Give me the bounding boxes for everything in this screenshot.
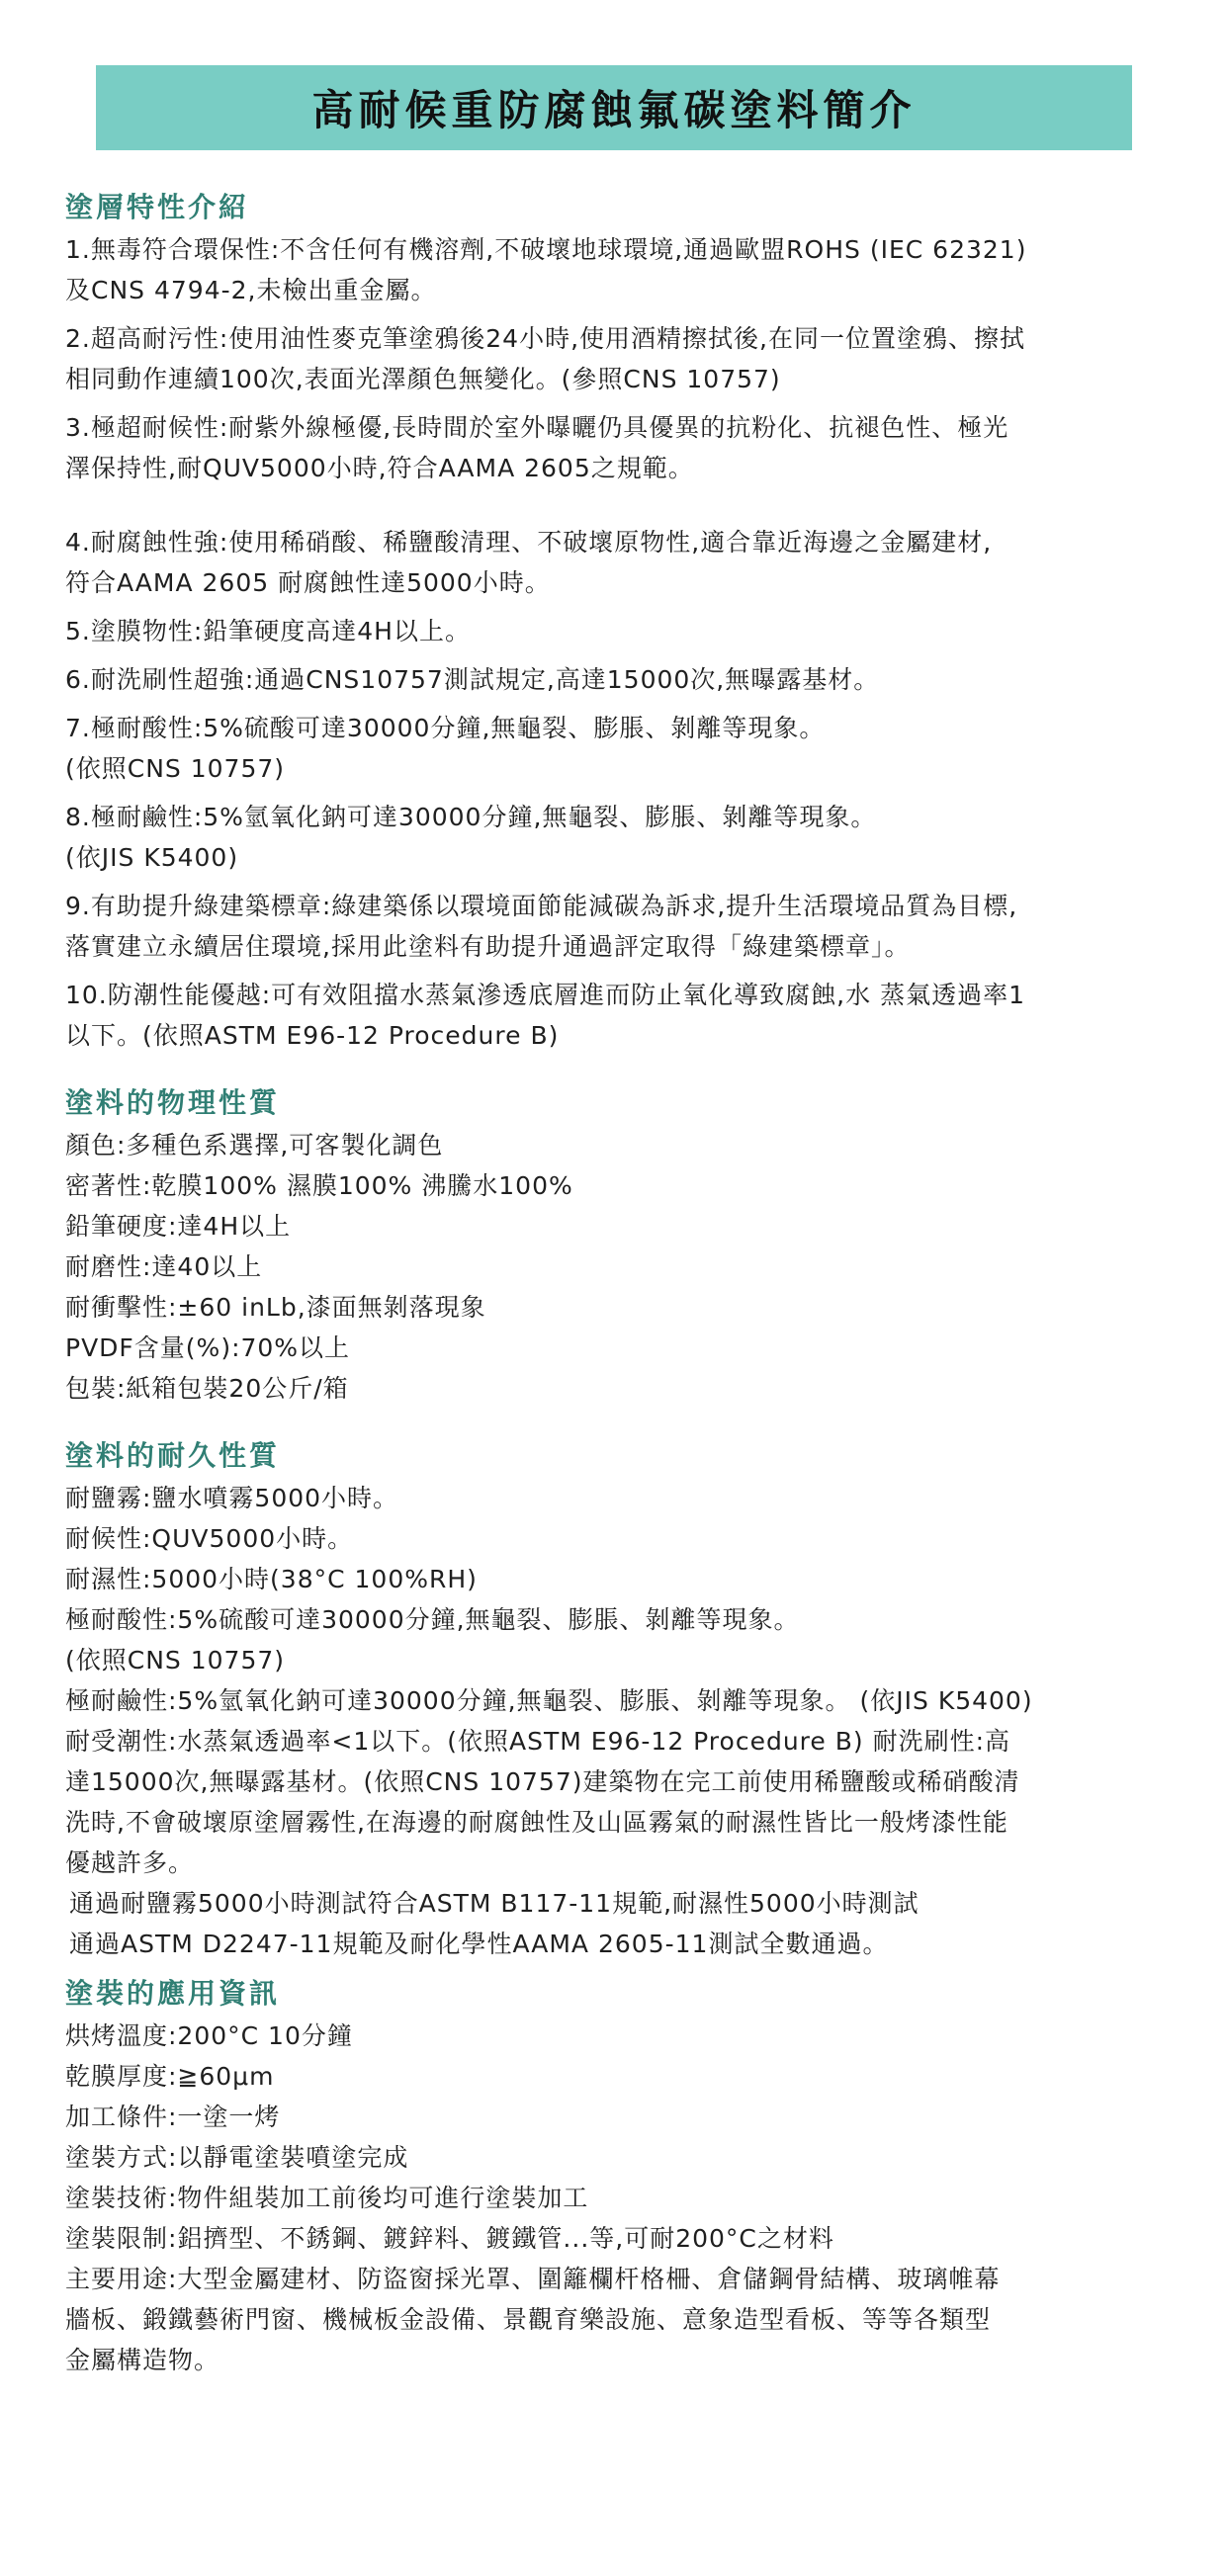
section-heading: 塗料的耐久性質 bbox=[65, 1439, 281, 1472]
durability-line: 極耐酸性:5%硫酸可達30000分鐘,無龜裂、膨脹、剝離等現象。 bbox=[65, 1605, 800, 1634]
property-line: 耐衝擊性:±60 inLb,漆面無剝落現象 bbox=[65, 1293, 486, 1322]
text-line: 以下。(依照ASTM E96-12 Procedure B) bbox=[65, 1021, 560, 1050]
document-body bbox=[65, 186, 1173, 2380]
feature-item-10 bbox=[65, 975, 1173, 1056]
feature-item-5 bbox=[65, 611, 1173, 651]
section-heading: 塗層特性介紹 bbox=[65, 191, 250, 223]
durability-line: 優越許多。 bbox=[65, 1848, 195, 1877]
feature-item-4 bbox=[65, 522, 1173, 603]
text-line: (依照CNS 10757) bbox=[65, 754, 286, 783]
property-line: 鉛筆硬度:達4H以上 bbox=[65, 1212, 292, 1241]
application-line: 塗裝方式:以靜電塗裝噴塗完成 bbox=[65, 2143, 409, 2172]
text-line: 2.超高耐污性:使用油性麥克筆塗鴉後24小時,使用酒精擦拭後,在同一位置塗鴉、擦拭 bbox=[65, 324, 1025, 353]
text-line: 1.無毒符合環保性:不含任何有機溶劑,不破壞地球環境,通過歐盟ROHS (IEC 62321) bbox=[65, 235, 1027, 264]
title-banner bbox=[96, 65, 1132, 150]
property-line: 耐磨性:達40以上 bbox=[65, 1252, 263, 1281]
property-line: 顏色:多種色系選擇,可客製化調色 bbox=[65, 1131, 444, 1159]
application-line: 乾膜厚度:≧60μm bbox=[65, 2062, 275, 2091]
text-line: 相同動作連續100次,表面光澤顏色無變化。(參照CNS 10757) bbox=[65, 365, 781, 393]
application-line: 主要用途:大型金屬建材、防盜窗採光罩、圍籬欄杆格柵、倉儲鋼骨結構、玻璃帷幕 bbox=[65, 2265, 1001, 2293]
property-line: PVDF含量(%):70%以上 bbox=[65, 1333, 351, 1362]
text-line: 6.耐洗刷性超強:通過CNS10757測試規定,高達15000次,無曝露基材。 bbox=[65, 665, 880, 694]
durability-line: 達15000次,無曝露基材。(依照CNS 10757)建築物在完工前使用稀鹽酸或稀硝酸清 bbox=[65, 1767, 1020, 1796]
durability-line: 耐鹽霧:鹽水噴霧5000小時。 bbox=[65, 1484, 399, 1512]
feature-item-8 bbox=[65, 797, 1173, 878]
text-line: 5.塗膜物性:鉛筆硬度高達4H以上。 bbox=[65, 617, 471, 645]
section-physical-properties bbox=[65, 1081, 1173, 1409]
durability-line: 極耐鹼性:5%氫氧化鈉可達30000分鐘,無龜裂、膨脹、剝離等現象。 (依JIS K5400) bbox=[65, 1686, 1033, 1715]
page-title: 高耐候重防腐蝕氟碳塗料簡介 bbox=[311, 86, 917, 134]
feature-item-6 bbox=[65, 659, 1173, 700]
text-line: 10.防潮性能優越:可有效阻擋水蒸氣滲透底層進而防止氧化導致腐蝕,水 蒸氣透過率1 bbox=[65, 981, 1025, 1009]
property-line: 包裝:紙箱包裝20公斤/箱 bbox=[65, 1374, 349, 1403]
property-line: 密著性:乾膜100% 濕膜100% 沸騰水100% bbox=[65, 1171, 573, 1200]
text-line: 3.極超耐候性:耐紫外線極優,長時間於室外曝曬仍具優異的抗粉化、抗褪色性、極光 bbox=[65, 413, 1009, 442]
application-line: 烘烤溫度:200°C 10分鐘 bbox=[65, 2021, 353, 2050]
feature-item-2 bbox=[65, 318, 1173, 399]
text-line: 9.有助提升綠建築標章:綠建築係以環境面節能減碳為訴求,提升生活環境品質為目標, bbox=[65, 892, 1018, 920]
section-heading: 塗裝的應用資訊 bbox=[65, 1977, 281, 2010]
text-line: 7.極耐酸性:5%硫酸可達30000分鐘,無龜裂、膨脹、剝離等現象。 bbox=[65, 714, 826, 742]
text-line: 澤保持性,耐QUV5000小時,符合AAMA 2605之規範。 bbox=[65, 454, 694, 482]
durability-line: 耐受潮性:水蒸氣透過率<1以下。(依照ASTM E96-12 Procedure B) 耐洗刷性:高 bbox=[65, 1727, 1011, 1756]
text-line: 及CNS 4794-2,未檢出重金屬。 bbox=[65, 276, 437, 304]
text-line: 符合AAMA 2605 耐腐蝕性達5000小時。 bbox=[65, 568, 551, 597]
text-line: (依JIS K5400) bbox=[65, 843, 239, 872]
durability-line: 耐候性:QUV5000小時。 bbox=[65, 1524, 354, 1553]
feature-item-3 bbox=[65, 407, 1173, 488]
text-line: 落實建立永續居住環境,採用此塗料有助提升通過評定取得「綠建築標章」。 bbox=[65, 932, 911, 961]
section-heading: 塗料的物理性質 bbox=[65, 1086, 281, 1119]
section-durability bbox=[65, 1434, 1173, 1964]
application-line: 塗裝技術:物件組裝加工前後均可進行塗裝加工 bbox=[65, 2184, 589, 2212]
durability-line: (依照CNS 10757) bbox=[65, 1646, 286, 1674]
text-line: 4.耐腐蝕性強:使用稀硝酸、稀鹽酸清理、不破壞原物性,適合靠近海邊之金屬建材, bbox=[65, 528, 993, 557]
application-line: 加工條件:一塗一烤 bbox=[65, 2103, 281, 2131]
durability-line: 通過ASTM D2247-11規範及耐化學性AAMA 2605-11測試全數通過。 bbox=[69, 1930, 889, 1958]
section-coating-features bbox=[65, 186, 1173, 1056]
feature-item-9 bbox=[65, 886, 1173, 967]
durability-line: 通過耐鹽霧5000小時測試符合ASTM B117-11規範,耐濕性5000小時測試 bbox=[69, 1889, 920, 1918]
durability-line: 耐濕性:5000小時(38°C 100%RH) bbox=[65, 1565, 478, 1593]
application-line: 牆板、鍛鐵藝術門窗、機械板金設備、景觀育樂設施、意象造型看板、等等各類型 bbox=[65, 2305, 992, 2334]
section-application-info bbox=[65, 1972, 1173, 2380]
application-line: 金屬構造物。 bbox=[65, 2346, 220, 2374]
feature-item-7 bbox=[65, 708, 1173, 789]
application-line: 塗裝限制:鋁擠型、不銹鋼、鍍鋅料、鍍鐵管...等,可耐200°C之材料 bbox=[65, 2224, 834, 2253]
feature-item-1 bbox=[65, 229, 1173, 310]
durability-line: 洗時,不會破壞原塗層霧性,在海邊的耐腐蝕性及山區霧氣的耐濕性皆比一般烤漆性能 bbox=[65, 1808, 1008, 1837]
text-line: 8.極耐鹼性:5%氫氧化鈉可達30000分鐘,無龜裂、膨脹、剝離等現象。 bbox=[65, 803, 877, 831]
